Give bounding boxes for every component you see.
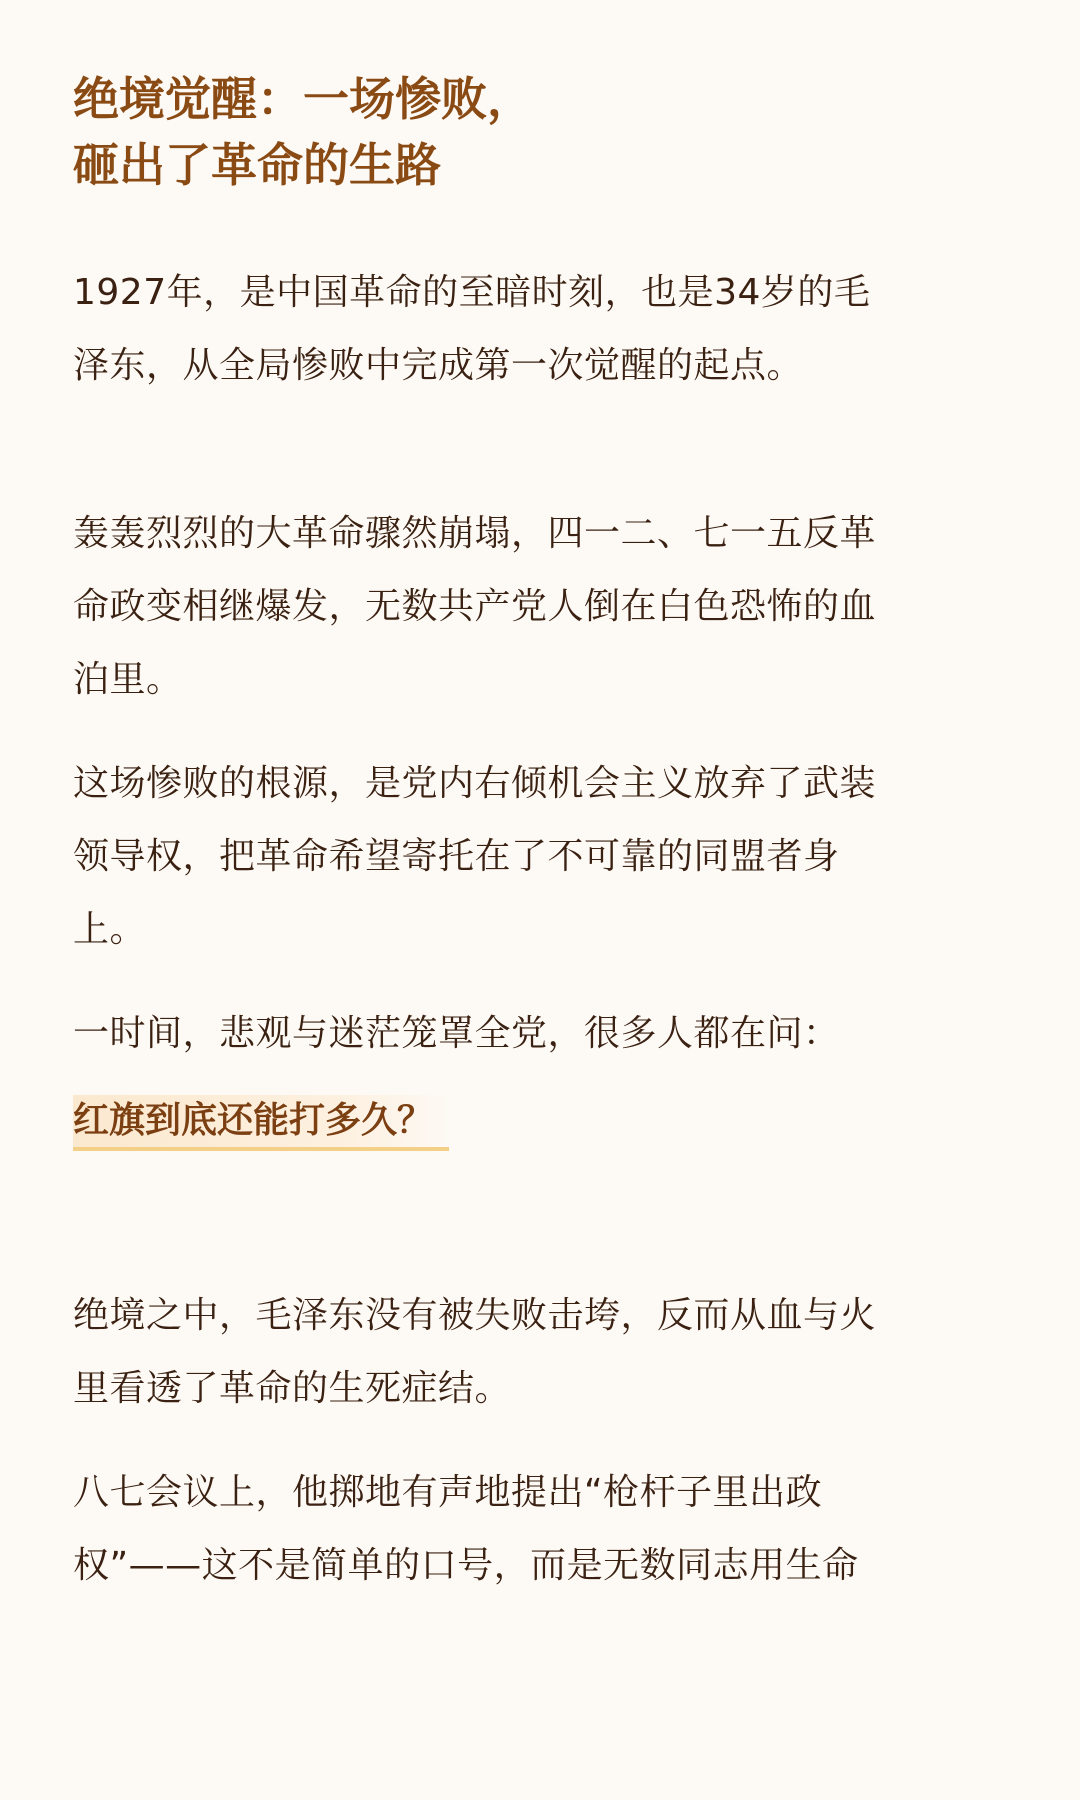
article-title [73, 66, 1003, 198]
paragraph-awakening [73, 1279, 1003, 1425]
text-line: 领导权，把革命希望寄托在了不可靠的同盟者身 [73, 836, 840, 877]
text-line: 权”——这不是简单的口号，而是无数同志用生命 [73, 1545, 859, 1586]
text-line: 上。 [73, 909, 147, 950]
paragraph-root-cause [73, 747, 1003, 966]
paragraph-collapse [73, 497, 1003, 716]
text-line: 1927年，是中国革命的至暗时刻，也是34岁的毛 [73, 272, 871, 313]
text-line: 八七会议上，他掷地有声地提出“枪杆子里出政 [73, 1472, 823, 1513]
title-line: 砸出了革命的生路 [73, 138, 441, 192]
text-line: 一时间，悲观与迷茫笼罩全党，很多人都在问： [73, 1013, 840, 1054]
article [73, 66, 1003, 1602]
paragraph-intro [73, 256, 1003, 402]
text-line: 里看透了革命的生死症结。 [73, 1368, 512, 1409]
text-line: 泊里。 [73, 659, 183, 700]
text-line: 绝境之中，毛泽东没有被失败击垮，反而从血与火 [73, 1295, 877, 1336]
text-line: 这场惨败的根源，是党内右倾机会主义放弃了武装 [73, 763, 877, 804]
text-line: 泽东，从全局惨败中完成第一次觉醒的起点。 [73, 345, 804, 386]
paragraph-question-lead [73, 997, 1003, 1070]
text-line: 轰轰烈烈的大革命骤然崩塌，四一二、七一五反革 [73, 513, 877, 554]
highlight-block [73, 1095, 1003, 1161]
paragraph-bayi-meeting [73, 1456, 1003, 1602]
highlighted-question: 红旗到底还能打多久？ [73, 1095, 449, 1147]
title-line: 绝境觉醒：一场惨败， [73, 72, 533, 126]
text-line: 命政变相继爆发，无数共产党人倒在白色恐怖的血 [73, 586, 877, 627]
